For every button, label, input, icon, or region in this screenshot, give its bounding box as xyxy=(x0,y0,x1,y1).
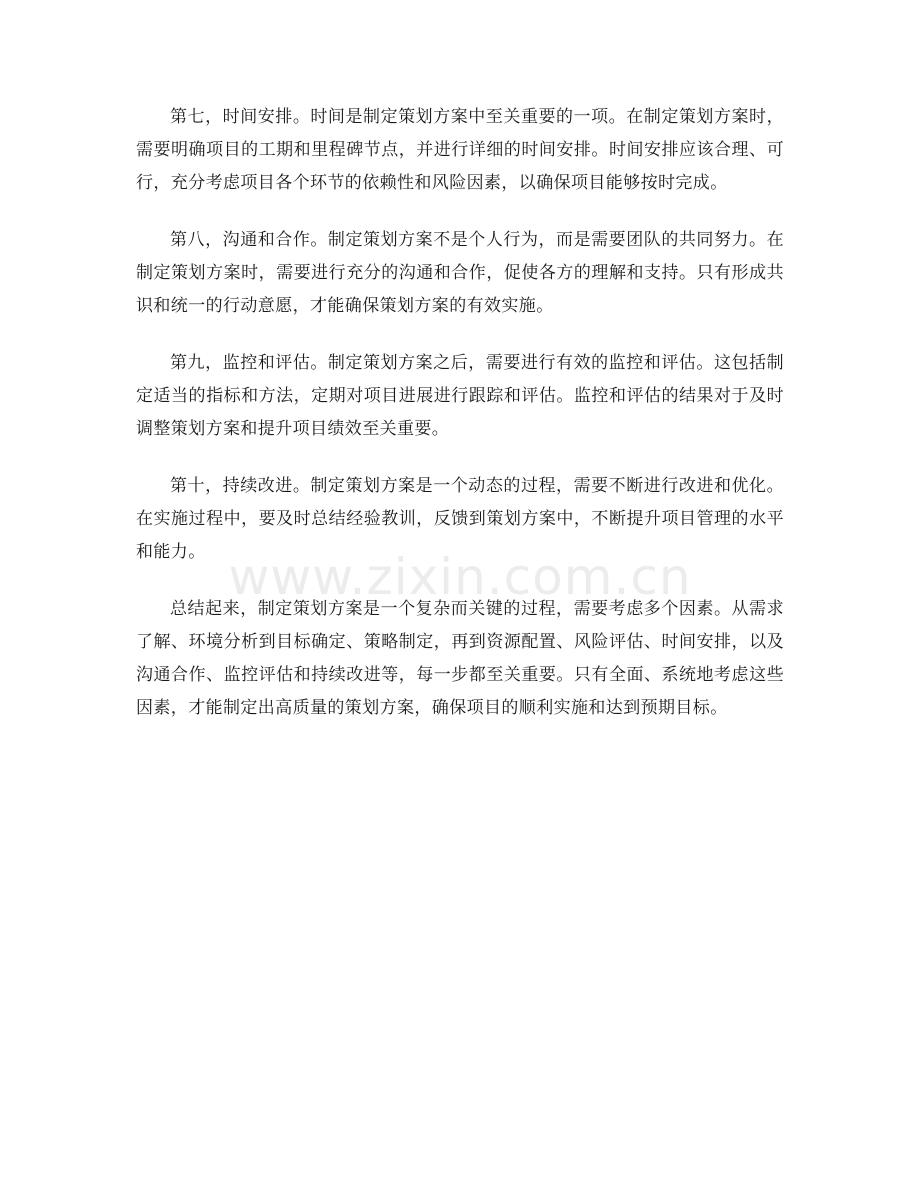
paragraph-communication: 第八，沟通和合作。制定策划方案不是个人行为，而是需要团队的共同努力。在制定策划方案时，需要进行充分的沟通和合作，促使各方的理解和支持。只有形成共识和统一的行动意愿，才能确保策划方案的有效实施。 xyxy=(136,230,784,316)
paragraph-monitoring: 第九，监控和评估。制定策划方案之后，需要进行有效的监控和评估。这包括制定适当的指标和方法，定期对项目进展进行跟踪和评估。监控和评估的结果对于及时调整策划方案和提升项目绩效至关重要。 xyxy=(136,353,784,439)
watermark: www.zixin.com.cn xyxy=(228,548,692,606)
document-body xyxy=(136,101,784,749)
paragraph-time-arrangement: 第七，时间安排。时间是制定策划方案中至关重要的一项。在制定策划方案时，需要明确项目的工期和里程碑节点，并进行详细的时间安排。时间安排应该合理、可行，充分考虑项目各个环节的依赖性和风险因素，以确保项目能够按时完成。 xyxy=(136,107,784,193)
paragraph-summary: 总结起来，制定策划方案是一个复杂而关键的过程，需要考虑多个因素。从需求了解、环境分析到目标确定、策略制定，再到资源配置、风险评估、时间安排，以及沟通合作、监控评估和持续改进等，每一步都至关重要。只有全面、系统地考虑这些因素，才能制定出高质量的策划方案，确保项目的顺利实施和达到预期目标。 xyxy=(136,599,784,718)
paragraph-improvement: 第十，持续改进。制定策划方案是一个动态的过程，需要不断进行改进和优化。在实施过程中，要及时总结经验教训，反馈到策划方案中，不断提升项目管理的水平和能力。 xyxy=(136,476,784,562)
